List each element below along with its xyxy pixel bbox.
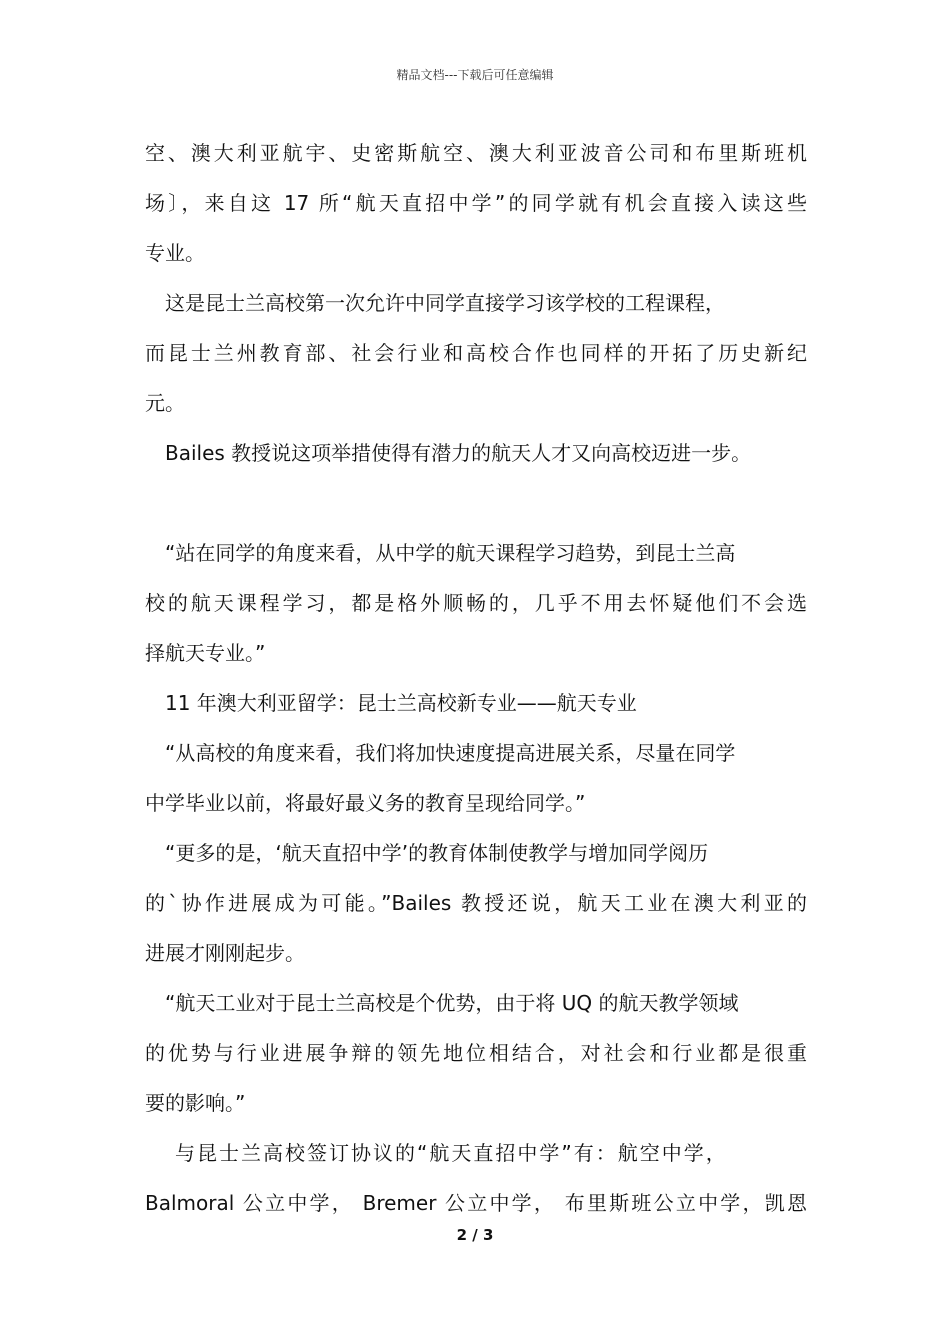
page-number: 2 / 3 (456, 1226, 494, 1244)
text-line: 空、澳大利亚航宇、史密斯航空、澳大利亚波音公司和布里斯班机 (145, 141, 807, 165)
text-line: 择航天专业。” (145, 641, 266, 665)
text-line: “航天工业对于昆士兰高校是个优势，由于将 UQ 的航天教学领域 (165, 991, 739, 1015)
text-line: 而昆士兰州教育部、社会行业和高校合作也同样的开拓了历史新纪 (145, 341, 807, 365)
text-line: 11 年澳大利亚留学：昆士兰高校新专业——航天专业 (165, 691, 637, 715)
text-line: 中学毕业以前，将最好最义务的教育呈现给同学。” (145, 791, 586, 815)
text-line: 的优势与行业进展争辩的领先地位相结合，对社会和行业都是很重 (145, 1041, 807, 1065)
text-line: 要的影响。” (145, 1091, 246, 1115)
text-line: Bailes 教授说这项举措使得有潜力的航天人才又向高校迈进一步。 (165, 441, 752, 465)
text-line: 的`协作进展成为可能。”Bailes 教授还说，航天工业在澳大利亚的 (145, 891, 807, 915)
text-line: 专业。 (145, 241, 205, 265)
text-line: “站在同学的角度来看，从中学的航天课程学习趋势，到昆士兰高 (165, 541, 736, 565)
text-line: 与昆士兰高校签订协议的“航天直招中学”有：航空中学， (175, 1141, 728, 1165)
document-body (145, 128, 807, 1228)
text-line: 元。 (145, 391, 185, 415)
text-line: “从高校的角度来看，我们将加快速度提高进展关系，尽量在同学 (165, 741, 736, 765)
text-line: 校的航天课程学习，都是格外顺畅的，几乎不用去怀疑他们不会选 (145, 591, 807, 615)
text-line: “更多的是，‘航天直招中学’的教育体制使教学与增加同学阅历 (165, 841, 709, 865)
page-header: 精品文档---下载后可任意编辑 (396, 68, 554, 82)
text-line: 这是昆士兰高校第一次允许中同学直接学习该学校的工程课程， (165, 291, 725, 315)
blank-line (145, 478, 807, 528)
text-line: Balmoral 公立中学， Bremer 公立中学， 布里斯班公立中学，凯恩 (145, 1191, 807, 1215)
text-line: 进展才刚刚起步。 (145, 941, 305, 965)
text-line: 场〕，来自这 17 所“航天直招中学”的同学就有机会直接入读这些 (145, 191, 807, 215)
